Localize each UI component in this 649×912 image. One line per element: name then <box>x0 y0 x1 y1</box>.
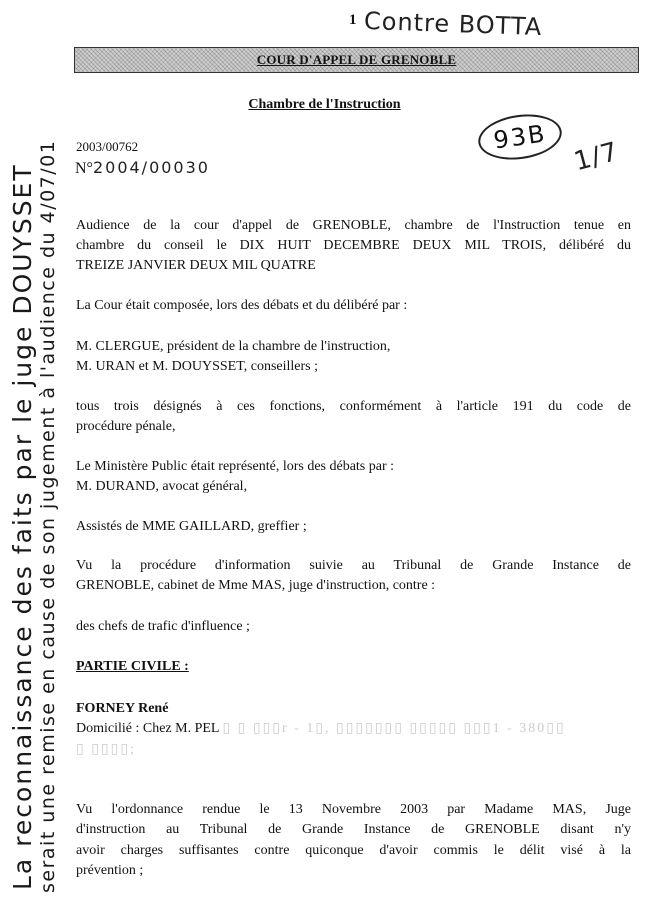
file-number-handwritten: 2004/00030 <box>92 158 210 177</box>
procedure-line-1: Vu la procédure d'information suivie au Tribunal de Grande Instance de <box>76 558 631 573</box>
procedure-line-2: GRENOBLE, cabinet de Mme MAS, juge d'instruction, contre : <box>76 578 436 593</box>
hearing-line-2: chambre du conseil le DIX HUIT DECEMBRE DEUX MIL TROIS, délibéré du <box>76 238 631 253</box>
civil-party-heading: PARTIE CIVILE : <box>76 659 189 674</box>
order-line-3: avoir charges suffisantes contre quiconque d'avoir commis le délit visé à la <box>76 843 631 858</box>
prosecutor-line: M. DURAND, avocat général, <box>76 479 248 494</box>
case-reference: 2003/00762 <box>76 139 139 154</box>
margin-note-line-1: La reconnaissance des faits par le juge DOUYSSET <box>8 163 37 890</box>
margin-note-line-2: serait une remise en cause de son jugement à l'audience du 4/07/01 <box>37 139 59 893</box>
address-redacted: ▯ ▯ ▯▯▯r - 1▯, ▯▯▯▯▯▯▯ ▯▯▯▯▯ ▯▯▯1 - 380▯▯ <box>222 719 565 739</box>
public-ministry-line: Le Ministère Public était représenté, lors des débats par : <box>76 459 395 474</box>
page-number: 1 <box>349 12 357 28</box>
address-redacted-2: ▯ ▯▯▯▯; <box>76 740 136 760</box>
advisors-line: M. URAN et M. DOUYSSET, conseillers ; <box>76 359 319 374</box>
handwritten-top-note: Contre BOTTA <box>363 6 543 42</box>
order-line-4: prévention ; <box>76 863 144 878</box>
hearing-line-1: Audience de la cour d'appel de GRENOBLE, chambre de l'Instruction tenue en <box>76 218 631 233</box>
chamber-title: Chambre de l'Instruction <box>248 97 401 112</box>
designation-line-1: tous trois désignés à ces fonctions, conformément à l'article 191 du code de <box>76 399 631 414</box>
court-name: COUR D'APPEL DE GRENOBLE <box>256 52 457 67</box>
court-composition: La Cour était composée, lors des débats et du délibéré par : <box>76 298 408 313</box>
president-line: M. CLERGUE, président de la chambre de l'instruction, <box>76 339 391 354</box>
handwritten-circled-number <box>475 109 564 164</box>
order-line-1: Vu l'ordonnance rendue le 13 Novembre 2003 par Madame MAS, Juge <box>76 802 631 817</box>
address-prefix: Domicilié : Chez M. PEL <box>76 721 219 736</box>
margin-annotation <box>0 0 70 912</box>
clerk-line: Assistés de MME GAILLARD, greffier ; <box>76 519 307 534</box>
charges-line: des chefs de trafic d'influence ; <box>76 619 250 634</box>
circled-number-text: 93B <box>491 119 549 155</box>
civil-party-address <box>76 719 566 739</box>
designation-line-2: procédure pénale, <box>76 419 176 434</box>
file-number-prefix: N° <box>75 160 93 177</box>
civil-party-name: FORNEY René <box>76 701 169 716</box>
court-banner <box>74 47 639 73</box>
hearing-line-3: TREIZE JANVIER DEUX MIL QUATRE <box>76 258 316 273</box>
civil-party-address-2 <box>76 740 136 760</box>
file-number <box>75 158 210 178</box>
order-line-2: d'instruction au Tribunal de Grande Instance de GRENOBLE disant n'y <box>76 822 631 837</box>
handwritten-page-fraction: 1/7 <box>570 136 622 178</box>
